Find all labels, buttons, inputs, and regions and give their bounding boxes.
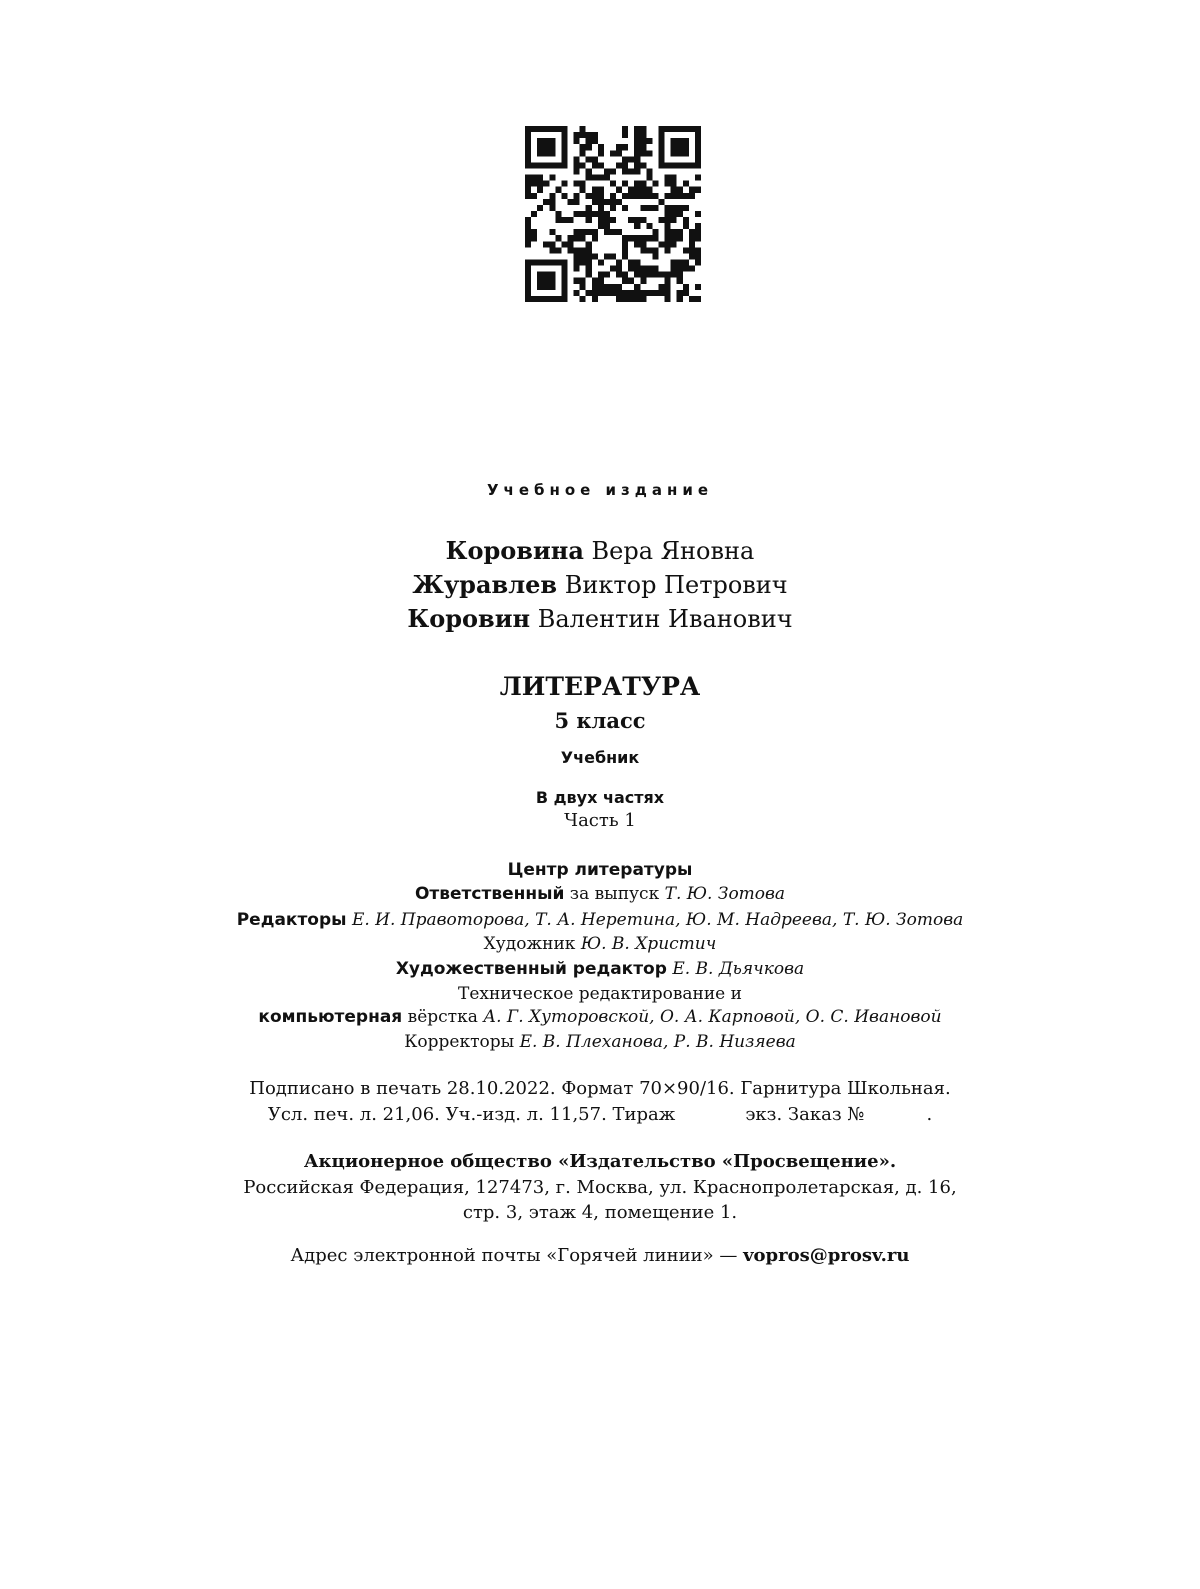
editors-line [0,910,1200,930]
author-name: Вера Яновна [591,537,755,565]
layout-label: компьютерная [258,1007,403,1027]
proofreaders-line [0,1032,1200,1052]
layout-line [0,1007,1200,1027]
editors-label: Редакторы [236,910,347,930]
author-surname: Коровин [407,604,531,633]
responsible-line [0,884,1200,904]
author-surname: Коровина [445,536,584,565]
book-kind: Учебник [560,748,640,767]
tech-editing-line: Техническое редактирование и [458,984,742,1004]
author-name: Валентин Иванович [537,605,793,633]
center-name: Центр литературы [507,860,693,880]
publisher-address-2: стр. 3, этаж 4, помещение 1. [462,1202,738,1223]
proofreaders-names: Е. В. Плеханова, Р. В. Низяева [519,1032,796,1052]
layout-rest: вёрстка [407,1007,478,1027]
part-number: Часть 1 [564,810,636,831]
art-editor-line [0,959,1200,979]
print-info-run: Усл. печ. л. 21,06. Уч.-изд. л. 11,57. Тираж [267,1104,676,1125]
responsible-label: Ответственный [414,884,565,904]
art-editor-name: Е. В. Дьячкова [672,959,805,979]
print-info-end: . [926,1104,933,1125]
book-grade: 5 класс [554,708,646,733]
print-info-line-2 [0,1104,1200,1125]
print-info-order: экз. Заказ № [745,1104,865,1125]
publisher-name: Акционерное общество «Издательство «Просвещение». [303,1151,897,1172]
responsible-rest: за выпуск [569,884,660,904]
qr-code-icon [525,126,701,302]
author-surname: Журавлев [412,570,558,599]
print-info-line-1: Подписано в печать 28.10.2022. Формат 70×90/16. Гарнитура Школьная. [249,1078,951,1099]
hotline-label: Адрес электронной почты «Горячей линии» — [290,1245,738,1266]
parts-note: В двух частях [535,788,665,807]
author-line-3 [0,604,1200,633]
art-editor-label: Художественный редактор [395,959,667,979]
author-name: Виктор Петрович [564,571,788,599]
hotline-email[interactable]: vopros@prosv.ru [743,1245,910,1266]
artist-label: Художник [483,934,576,954]
artist-line [0,934,1200,954]
book-title: ЛИТЕРАТУРА [499,672,701,701]
editors-names: Е. И. Правоторова, Т. А. Неретина, Ю. М. Надреева, Т. Ю. Зотова [351,910,964,930]
artist-name: Ю. В. Христич [580,934,717,954]
publisher-address-1: Российская Федерация, 127473, г. Москва, ул. Краснопролетарская, д. 16, [243,1177,957,1198]
author-line-1 [0,536,1200,565]
proofreaders-label: Корректоры [404,1032,515,1052]
author-line-2 [0,570,1200,599]
edition-type: Учебное издание [486,481,714,499]
layout-names: А. Г. Хуторовской, О. А. Карповой, О. С. Ивановой [483,1007,942,1027]
responsible-name: Т. Ю. Зотова [664,884,786,904]
hotline-line [0,1245,1200,1266]
